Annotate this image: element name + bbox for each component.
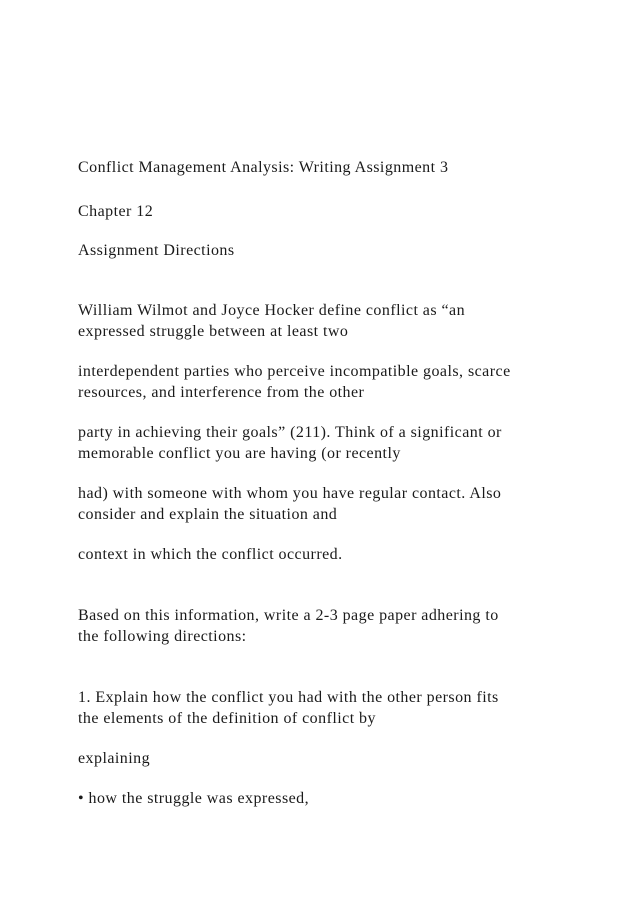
list-item-line: explaining [78, 750, 151, 767]
paragraph-line: Based on this information, write a 2-3 page paper adhering to [78, 607, 499, 624]
paragraph-line: context in which the conflict occurred. [78, 546, 343, 563]
paragraph-line: William Wilmot and Joyce Hocker define conflict as “an [78, 302, 466, 319]
paragraph-line: the following directions: [78, 628, 247, 645]
section-heading: Assignment Directions [78, 242, 235, 259]
paragraph-line: had) with someone with whom you have regular contact. Also [78, 485, 502, 502]
document-title: Conflict Management Analysis: Writing Assignment 3 [78, 159, 449, 176]
chapter-label: Chapter 12 [78, 203, 154, 220]
paragraph-line: consider and explain the situation and [78, 506, 338, 523]
paragraph-line: memorable conflict you are having (or recently [78, 445, 401, 462]
list-item-line: 1. Explain how the conflict you had with the other person fits [78, 689, 499, 706]
paragraph-line: expressed struggle between at least two [78, 323, 349, 340]
bullet-item: • how the struggle was expressed, [78, 790, 310, 807]
paragraph-line: interdependent parties who perceive incompatible goals, scarce [78, 363, 511, 380]
list-item-line: the elements of the definition of conflict by [78, 710, 376, 727]
paragraph-line: resources, and interference from the other [78, 384, 365, 401]
paragraph-line: party in achieving their goals” (211). Think of a significant or [78, 424, 502, 441]
